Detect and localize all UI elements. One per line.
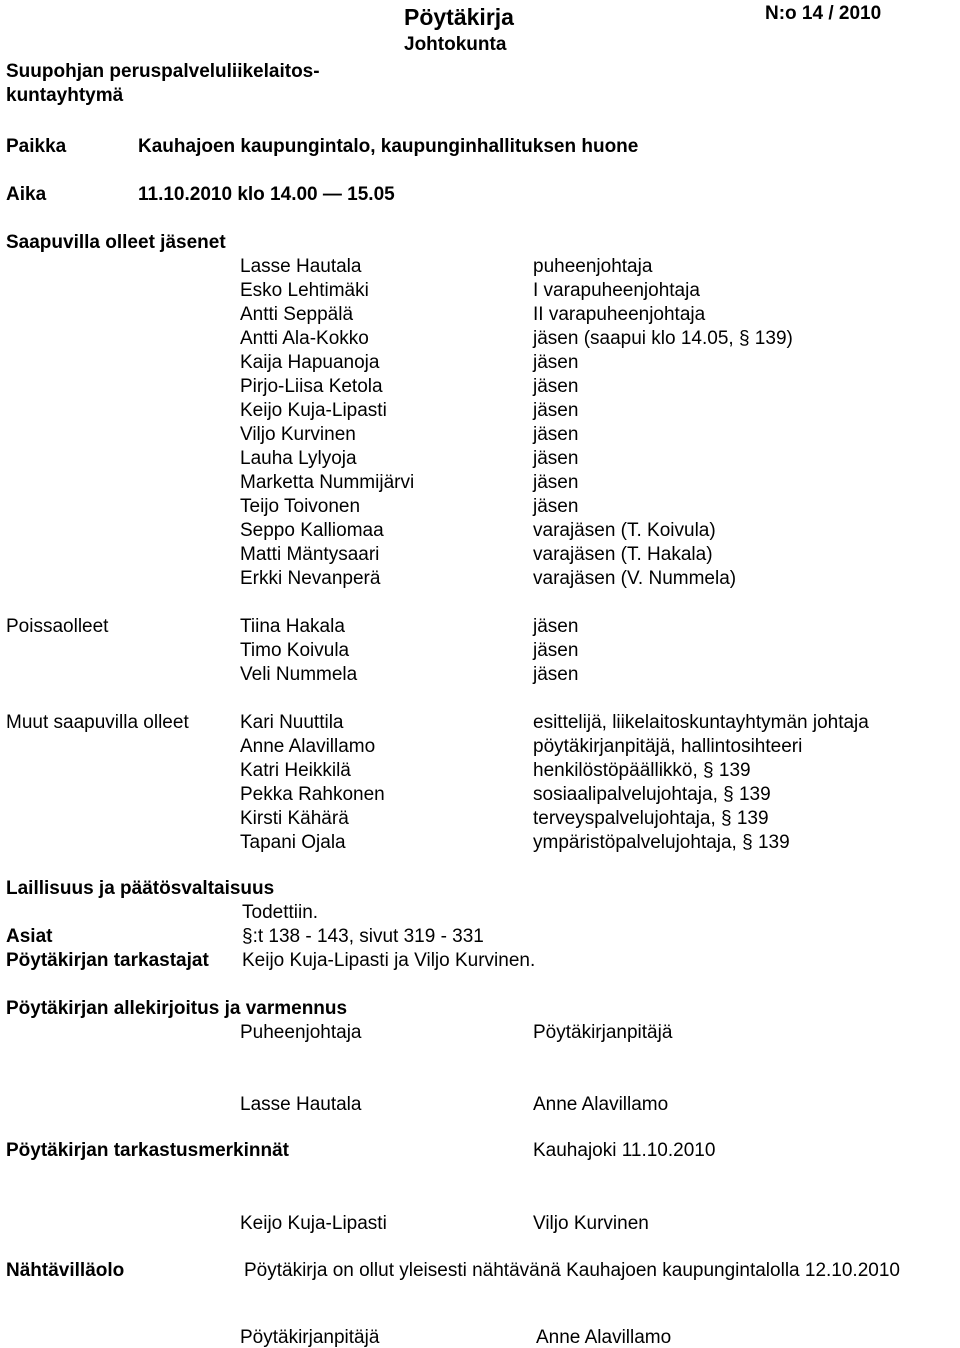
present-member-role: jäsen — [533, 424, 579, 445]
inspectors-value: Keijo Kuja-Lipasti ja Viljo Kurvinen. — [242, 950, 536, 971]
present-member-name: Teijo Toivonen — [240, 496, 361, 517]
other-attendee-role: pöytäkirjanpitäjä, hallintosihteeri — [533, 736, 803, 757]
display-value: Pöytäkirja on ollut yleisesti nähtävänä Kauhajoen kaupungintalolla 12.10.2010 — [244, 1260, 900, 1281]
absent-member-role: jäsen — [533, 664, 579, 685]
present-member-name: Kaija Hapuanoja — [240, 352, 380, 373]
present-member-role: jäsen (saapui klo 14.05, § 139) — [533, 328, 793, 349]
present-member-role: I varapuheenjohtaja — [533, 280, 700, 301]
absent-member-role: jäsen — [533, 616, 579, 637]
absent-member-name: Tiina Hakala — [240, 616, 345, 637]
present-label: Saapuvilla olleet jäsenet — [6, 232, 226, 253]
secretary-title: Pöytäkirjanpitäjä — [533, 1022, 673, 1043]
other-attendee-name: Katri Heikkilä — [240, 760, 351, 781]
present-member-name: Seppo Kalliomaa — [240, 520, 384, 541]
display-label: Nähtävilläolo — [6, 1260, 125, 1281]
display-signer-name: Anne Alavillamo — [536, 1327, 672, 1348]
place-label: Paikka — [6, 136, 67, 157]
present-member-name: Matti Mäntysaari — [240, 544, 380, 565]
items-value: §:t 138 - 143, sivut 319 - 331 — [242, 926, 484, 947]
chair-title: Puheenjohtaja — [240, 1022, 362, 1043]
secretary-name: Anne Alavillamo — [533, 1094, 669, 1115]
inspector-name: Viljo Kurvinen — [533, 1213, 649, 1234]
other-attendee-name: Anne Alavillamo — [240, 736, 376, 757]
other-attendee-role: henkilöstöpäällikkö, § 139 — [533, 760, 751, 781]
present-member-role: jäsen — [533, 472, 579, 493]
other-attendee-name: Kari Nuuttila — [240, 712, 344, 733]
items-label: Asiat — [6, 926, 53, 947]
present-member-name: Esko Lehtimäki — [240, 280, 369, 301]
absent-label: Poissaolleet — [6, 616, 109, 637]
doc-number: N:o 14 / 2010 — [765, 3, 882, 24]
inspection-place-date: Kauhajoki 11.10.2010 — [533, 1140, 716, 1161]
legality-value: Todettiin. — [242, 902, 319, 923]
inspectors-label: Pöytäkirjan tarkastajat — [6, 950, 209, 971]
absent-member-role: jäsen — [533, 640, 579, 661]
present-member-name: Antti Ala-Kokko — [240, 328, 369, 349]
present-member-role: jäsen — [533, 352, 579, 373]
other-attendee-name: Tapani Ojala — [240, 832, 346, 853]
present-member-name: Antti Seppälä — [240, 304, 354, 325]
doc-title: Pöytäkirja — [404, 4, 514, 30]
present-member-role: jäsen — [533, 496, 579, 517]
org-name-line2: kuntayhtymä — [6, 85, 124, 106]
legality-label: Laillisuus ja päätösvaltaisuus — [6, 878, 275, 899]
inspection-label: Pöytäkirjan tarkastusmerkinnät — [6, 1140, 290, 1161]
present-member-name: Lauha Lylyoja — [240, 448, 357, 469]
present-member-role: puheenjohtaja — [533, 256, 653, 277]
present-member-name: Pirjo-Liisa Ketola — [240, 376, 383, 397]
other-attendee-role: ympäristöpalvelujohtaja, § 139 — [533, 832, 790, 853]
present-member-role: varajäsen (T. Hakala) — [533, 544, 713, 565]
present-member-role: II varapuheenjohtaja — [533, 304, 706, 325]
present-member-name: Erkki Nevanperä — [240, 568, 381, 589]
other-attendee-name: Kirsti Kähärä — [240, 808, 349, 829]
absent-member-name: Veli Nummela — [240, 664, 358, 685]
present-member-name: Keijo Kuja-Lipasti — [240, 400, 387, 421]
present-member-role: jäsen — [533, 448, 579, 469]
other-attendee-role: sosiaalipalvelujohtaja, § 139 — [533, 784, 771, 805]
present-member-role: varajäsen (V. Nummela) — [533, 568, 737, 589]
present-member-role: jäsen — [533, 376, 579, 397]
other-attendee-role: esittelijä, liikelaitoskuntayhtymän johtaja — [533, 712, 869, 733]
time-label: Aika — [6, 184, 47, 205]
display-signer-title: Pöytäkirjanpitäjä — [240, 1327, 380, 1348]
present-member-role: jäsen — [533, 400, 579, 421]
inspector-name: Keijo Kuja-Lipasti — [240, 1213, 387, 1234]
other-attendee-role: terveyspalvelujohtaja, § 139 — [533, 808, 769, 829]
other-attendee-name: Pekka Rahkonen — [240, 784, 385, 805]
present-member-name: Marketta Nummijärvi — [240, 472, 415, 493]
present-member-name: Lasse Hautala — [240, 256, 362, 277]
doc-subtitle: Johtokunta — [404, 34, 507, 55]
place-value: Kauhajoen kaupungintalo, kaupunginhallituksen huone — [138, 136, 639, 157]
present-member-name: Viljo Kurvinen — [240, 424, 356, 445]
absent-member-name: Timo Koivula — [240, 640, 350, 661]
org-name-line1: Suupohjan peruspalveluliikelaitos- — [6, 61, 320, 82]
chair-name: Lasse Hautala — [240, 1094, 362, 1115]
time-value: 11.10.2010 klo 14.00 ― 15.05 — [138, 184, 395, 205]
present-member-role: varajäsen (T. Koivula) — [533, 520, 716, 541]
others-label: Muut saapuvilla olleet — [6, 712, 189, 733]
signature-label: Pöytäkirjan allekirjoitus ja varmennus — [6, 998, 348, 1019]
